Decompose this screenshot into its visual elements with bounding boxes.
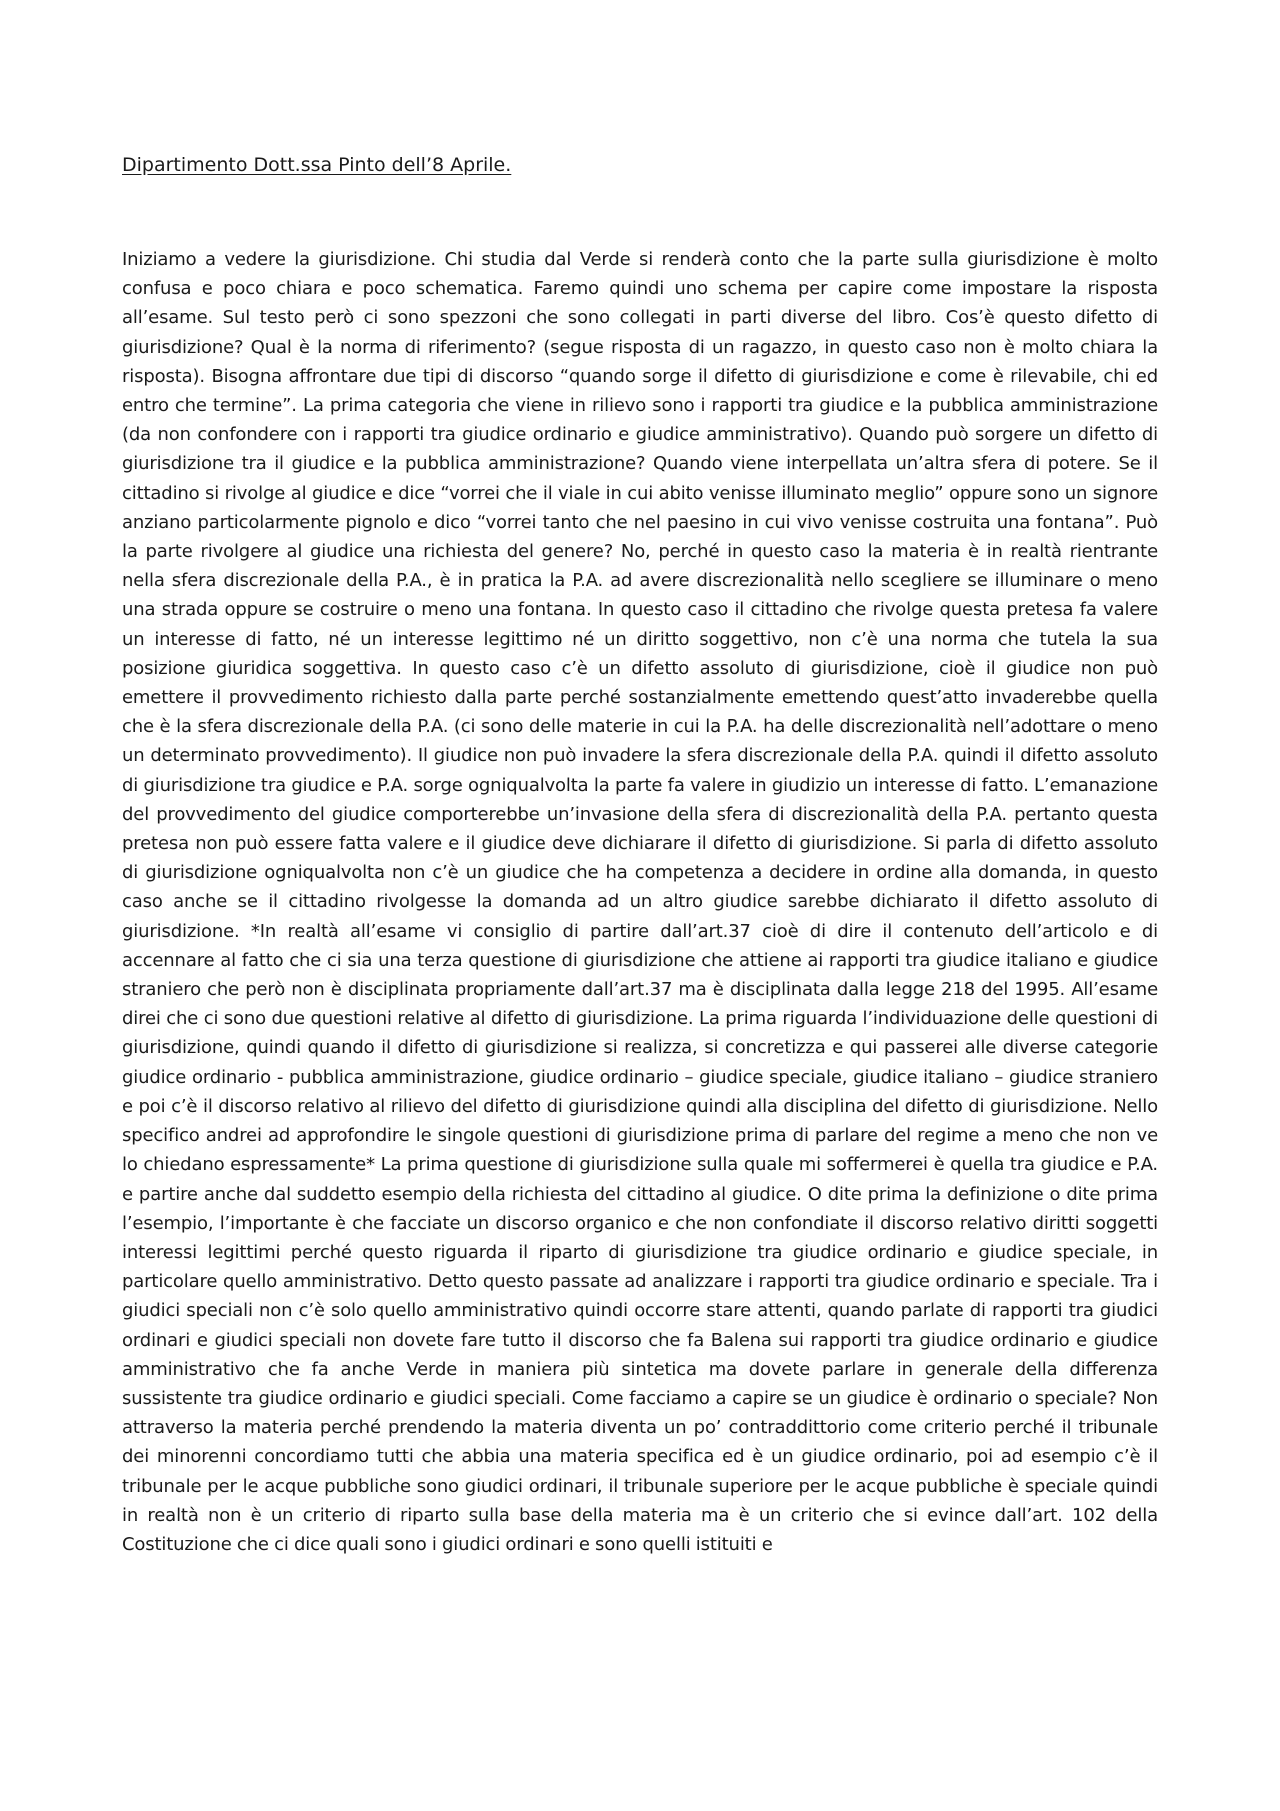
document-title: Dipartimento Dott.ssa Pinto dell’8 Aprile. [122, 154, 512, 176]
document-body-paragraph: Iniziamo a vedere la giurisdizione. Chi studia dal Verde si renderà conto che la parte sulla giurisdizione è molto confusa e poco chiara e poco schematica. Faremo quindi uno schema per capire come impostare la risposta all’esame. Sul testo però ci sono spezzoni che sono collegati in parti diverse del libro. Cos’è questo difetto di giurisdizione? Qual è la norma di riferimento? (segue risposta di un ragazzo, in questo caso non è molto chiara la risposta). Bisogna affrontare due tipi di discorso “quando sorge il difetto di giurisdizione e come è rilevabile, chi ed entro che termine”. La prima categoria che viene in rilievo sono i rapporti tra giudice e la pubblica amministrazione (da non confondere con i rapporti tra giudice ordinario e giudice amministrativo). Quando può sorgere un difetto di giurisdizione tra il giudice e la pubblica amministrazione? Quando viene interpellata un’altra sfera di potere. Se il cittadino si rivolge al giudice e dice “vorrei che il viale in cui abito venisse illuminato meglio” oppure sono un signore anziano particolarmente pignolo e dico “vorrei tanto che nel paesino in cui vivo venisse costruita una fontana”. Può la parte rivolgere al giudice una richiesta del genere? No, perché in questo caso la materia è in realtà rientrante nella sfera discrezionale della P.A., è in pratica la P.A. ad avere discrezionalità nello scegliere se illuminare o meno una strada oppure se costruire o meno una fontana. In questo caso il cittadino che rivolge questa pretesa fa valere un interesse di fatto, né un interesse legittimo né un diritto soggettivo, non c’è una norma che tutela la sua posizione giuridica soggettiva. In questo caso c’è un difetto assoluto di giurisdizione, cioè il giudice non può emettere il provvedimento richiesto dalla parte perché sostanzialmente emettendo quest’atto invaderebbe quella che è la sfera discrezionale della P.A. (ci sono delle materie in cui la P.A. ha delle discrezionalità nell’adottare o meno un determinato provvedimento). Il giudice non può invadere la sfera discrezionale della P.A. quindi il difetto assoluto di giurisdizione tra giudice e P.A. sorge ogniqualvolta la parte fa valere in giudizio un interesse di fatto. L’emanazione del provvedimento del giudice comporterebbe un’invasione della sfera di discrezionalità della P.A. pertanto questa pretesa non può essere fatta valere e il giudice deve dichiarare il difetto di giurisdizione. Si parla di difetto assoluto di giurisdizione ogniqualvolta non c’è un giudice che ha competenza a decidere in ordine alla domanda, in questo caso anche se il cittadino rivolgesse la domanda ad un altro giudice sarebbe dichiarato il difetto assoluto di giurisdizione. *In realtà all’esame vi consiglio di partire dall’art.37 cioè di dire il contenuto dell’articolo e di accennare al fatto che ci sia una terza questione di giurisdizione che attiene ai rapporti tra giudice italiano e giudice straniero che però non è disciplinata propriamente dall’art.37 ma è disciplinata dalla legge 218 del 1995. All’esame direi che ci sono due questioni relative al difetto di giurisdizione. La prima riguarda l’individuazione delle questioni di giurisdizione, quindi quando il difetto di giurisdizione si realizza, si concretizza e qui passerei alle diverse categorie giudice ordinario - pubblica amministrazione, giudice ordinario – giudice speciale, giudice italiano – giudice straniero e poi c’è il discorso relativo al rilievo del difetto di giurisdizione quindi alla disciplina del difetto di giurisdizione. Nello specifico andrei ad approfondire le singole questioni di giurisdizione prima di parlare del regime a meno che non ve lo chiedano espressamente* La prima questione di giurisdizione sulla quale mi soffermerei è quella tra giudice e P.A. e partire anche dal suddetto esempio della richiesta del cittadino al giudice. O dite prima la definizione o dite prima l’esempio, l’importante è che facciate un discorso organico e che non confondiate il discorso relativo diritti soggetti interessi legittimi perché questo riguarda il riparto di giurisdizione tra giudice ordinario e giudice speciale, in particolare quello amministrativo. Detto questo passate ad analizzare i rapporti tra giudice ordinario e speciale. Tra i giudici speciali non c’è solo quello amministrativo quindi occorre stare attenti, quando parlate di rapporti tra giudici ordinari e giudici speciali non dovete fare tutto il discorso che fa Balena sui rapporti tra giudice ordinario e giudice amministrativo che fa anche Verde in maniera più sintetica ma dovete parlare in generale della differenza sussistente tra giudice ordinario e giudici speciali. Come facciamo a capire se un giudice è ordinario o speciale? Non attraverso la materia perché prendendo la materia diventa un po’ contraddittorio come criterio perché il tribunale dei minorenni concordiamo tutti che abbia una materia specifica ed è un giudice ordinario, poi ad esempio c’è il tribunale per le acque pubbliche sono giudici ordinari, il tribunale superiore per le acque pubbliche è speciale quindi in realtà non è un criterio di riparto sulla base della materia ma è un criterio che si evince dall’art. 102 della Costituzione che ci dice quali sono i giudici ordinari e sono quelli istituiti e [122, 249, 1158, 1555]
